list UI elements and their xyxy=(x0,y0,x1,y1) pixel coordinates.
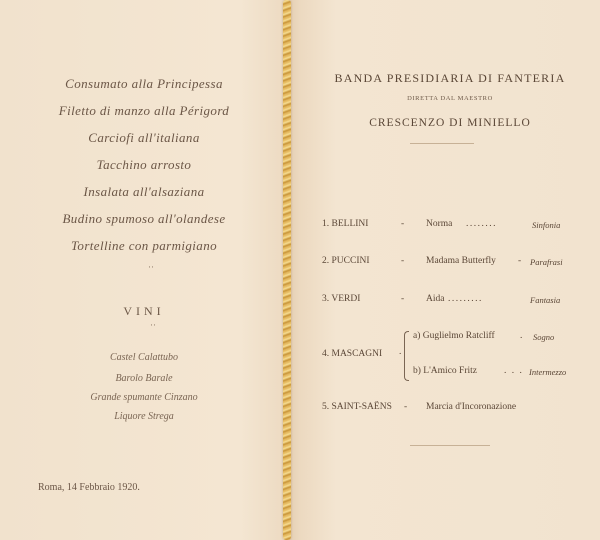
wines-heading: VINI xyxy=(123,304,165,318)
mascagni-a-work: a) Guglielmo Ratcliff xyxy=(413,331,495,341)
program-item-1-composer: 1. BELLINI xyxy=(322,219,369,229)
date-line: Roma, 14 Febbraio 1920. xyxy=(38,482,140,493)
program-item-2-dash: - xyxy=(401,256,405,266)
program-item-1-dots: ........ xyxy=(466,219,497,229)
program-item-3-work: Aida xyxy=(426,294,445,304)
conductor-name: CRESCENZO DI MINIELLO xyxy=(369,117,531,129)
mascagni-b-work: b) L'Amico Fritz xyxy=(413,366,477,376)
program-item-3-dots: ......... xyxy=(448,294,483,304)
program-item-1-dash: - xyxy=(401,219,405,229)
mascagni-brace xyxy=(404,331,409,381)
wine-2: Barolo Barale xyxy=(115,373,173,384)
program-item-3-dash: - xyxy=(401,294,405,304)
program-item-4-dash: . xyxy=(399,347,402,357)
course-3: Carciofi all'italiana xyxy=(88,130,200,145)
ornament-dot: ·· xyxy=(148,262,154,272)
program-item-1-form: Sinfonia xyxy=(532,220,561,230)
wine-4: Liquore Strega xyxy=(114,411,174,422)
program-item-5-work: Marcia d'Incoronazione xyxy=(426,402,517,412)
program-item-2-work: Madama Butterfly xyxy=(426,256,496,266)
mascagni-b-dots: . . . xyxy=(504,366,524,376)
wine-1: Castel Calattubo xyxy=(109,352,179,363)
binding-cord xyxy=(283,0,291,540)
program-item-2-composer: 2. PUCCINI xyxy=(322,256,370,266)
course-4: Tacchino arrosto xyxy=(96,157,192,172)
course-2: Filetto di manzo alla Périgord xyxy=(58,103,230,118)
course-6: Budino spumoso all'olandese xyxy=(62,211,226,226)
program-item-2-form: Parafrasi xyxy=(530,257,563,267)
wine-3: Grande spumante Cinzano xyxy=(90,392,198,403)
ornament-dot: ·· xyxy=(150,320,156,330)
band-name: BANDA PRESIDIARIA DI FANTERIA xyxy=(334,71,566,85)
mascagni-a-form: Sogno xyxy=(533,332,555,342)
mascagni-a-dots: . xyxy=(520,331,524,341)
course-5: Insalata all'alsaziana xyxy=(83,184,205,199)
program-item-5-composer: 5. SAINT-SAËNS xyxy=(322,402,392,412)
mascagni-b-form: Intermezzo xyxy=(529,367,567,377)
footer-rule xyxy=(410,445,490,446)
program-item-3-composer: 3. VERDI xyxy=(322,294,361,304)
program-item-4-composer: 4. MASCAGNI xyxy=(322,349,383,359)
program-item-3-form: Fantasia xyxy=(530,295,561,305)
program-item-2-dots: - xyxy=(518,256,523,266)
course-1: Consumato alla Principessa xyxy=(65,76,223,91)
course-7: Tortelline con parmigiano xyxy=(70,238,218,253)
header-rule xyxy=(410,143,474,144)
directed-by: DIRETTA DAL MAESTRO xyxy=(407,95,493,102)
program-item-5-dash: - xyxy=(404,402,408,412)
program-item-1-work: Norma xyxy=(426,219,453,229)
